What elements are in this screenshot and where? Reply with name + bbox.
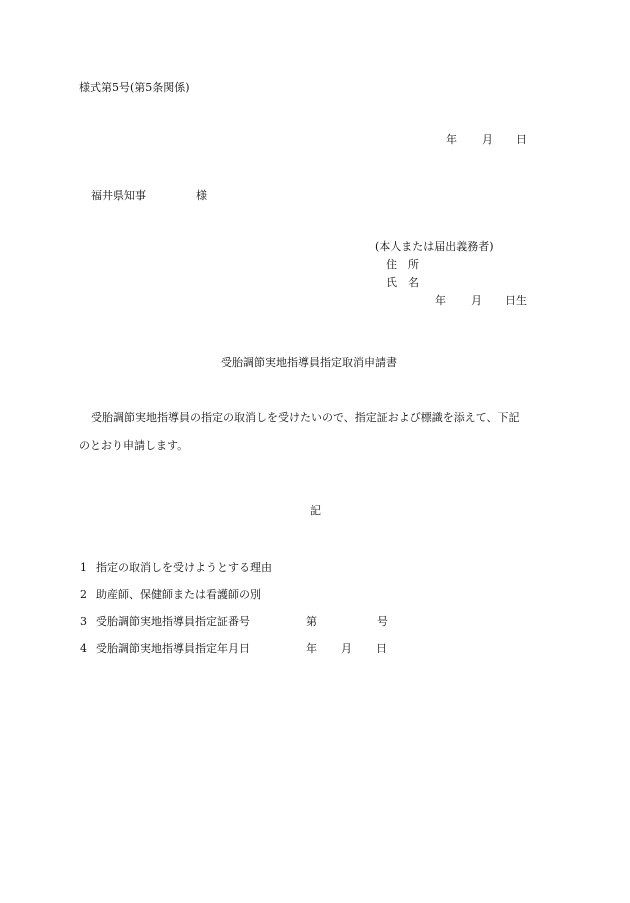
addressee-name: 福井県知事: [91, 189, 146, 202]
body-line-2: のとおり申請します。: [79, 439, 189, 452]
ki-heading: 記: [310, 504, 321, 517]
item-text: 受胎調節実地指導員指定証番号: [96, 615, 250, 628]
item-date-year: 年: [306, 642, 317, 655]
date-month: 月: [482, 133, 493, 146]
birth-year: 年: [435, 294, 446, 307]
name-label: 氏 名: [386, 276, 419, 289]
item-date-month: 月: [341, 642, 352, 655]
item-date-day: 日: [376, 642, 387, 655]
document-title: 受胎調節実地指導員指定取消申請書: [221, 356, 397, 369]
item-number: 2: [80, 588, 87, 601]
addressee-honorific: 様: [196, 189, 207, 202]
date-day: 日: [516, 133, 527, 146]
item-number: 4: [80, 642, 87, 655]
date-year: 年: [446, 133, 457, 146]
birth-month: 月: [471, 294, 482, 307]
body-line-1: 受胎調節実地指導員の指定の取消しを受けたいので、指定証および標識を添えて、下記: [91, 411, 520, 424]
item-text: 助産師、保健師または看護師の別: [96, 588, 261, 601]
item-number: 3: [80, 615, 87, 628]
item-number: 1: [80, 561, 87, 574]
item-text: 受胎調節実地指導員指定年月日: [96, 642, 250, 655]
item-text: 指定の取消しを受けようとする理由: [96, 561, 272, 574]
address-label: 住 所: [386, 258, 419, 271]
item-certificate-suffix: 号: [377, 615, 388, 628]
birth-day: 日生: [505, 294, 527, 307]
item-certificate-prefix: 第: [306, 615, 317, 628]
applicant-heading: (本人または届出義務者): [375, 240, 494, 253]
form-number: 様式第5号(第5条関係): [79, 81, 190, 94]
